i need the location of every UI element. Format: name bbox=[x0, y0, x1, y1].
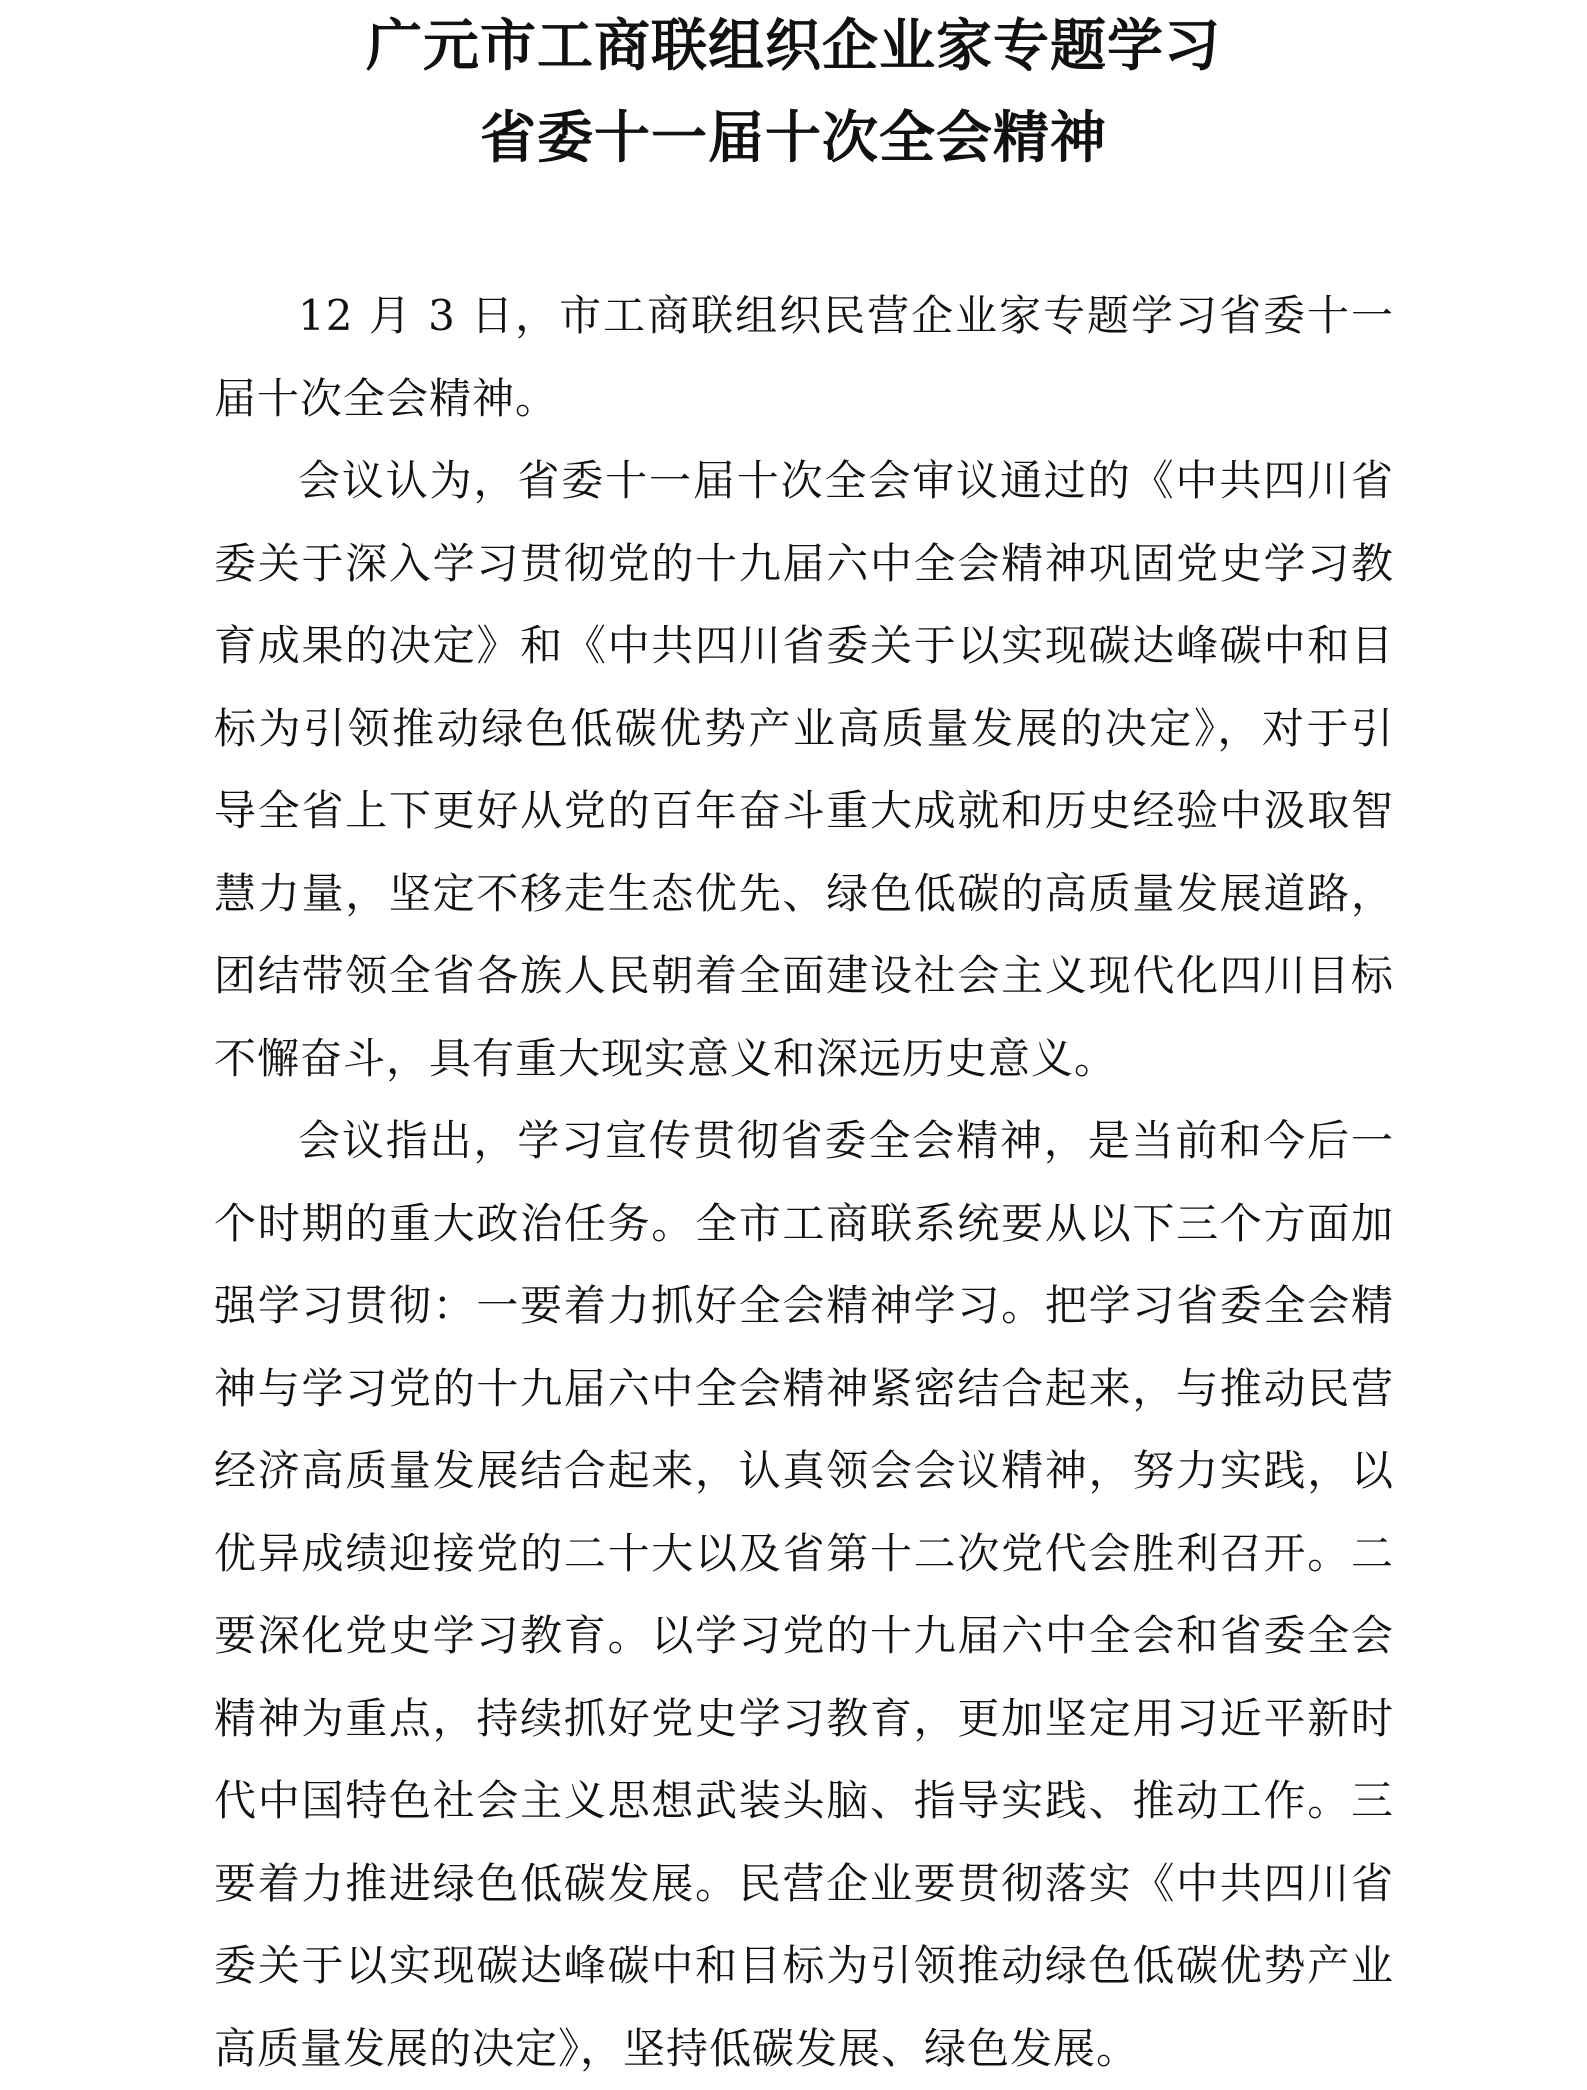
paragraph-meeting-opinion: 会议认为，省委十一届十次全会审议通过的《中共四川省委关于深入学习贯彻党的十九届六中全会精神巩固党史学习教育成果的决定》和《中共四川省委关于以实现碳达峰碳中和目标为引领推动绿色低碳优势产业高质量发展的决定》，对于引导全省上下更好从党的百年奋斗重大成就和历史经验中汲取智慧力量，坚定不移走生态优先、绿色低碳的高质量发展道路，团结带领全省各族人民朝着全面建设社会主义现代化四川目标不懈奋斗，具有重大现实意义和深远历史意义。 bbox=[214, 456, 1394, 1083]
paragraph-date-intro: 12 月 3 日，市工商联组织民营企业家专题学习省委十一届十次全会精神。 bbox=[214, 291, 1394, 423]
document-title-line-1: 广元市工商联组织企业家专题学习 bbox=[366, 13, 1221, 79]
document-body bbox=[214, 275, 1394, 2090]
document-title-line-2: 省委十一届十次全会精神 bbox=[480, 105, 1107, 171]
paragraph-meeting-direction: 会议指出，学习宣传贯彻省委全会精神，是当前和今后一个时期的重大政治任务。全市工商联系统要从以下三个方面加强学习贯彻：一要着力抓好全会精神学习。把学习省委全会精神与学习党的十九届六中全会精神紧密结合起来，与推动民营经济高质量发展结合起来，认真领会会议精神，努力实践，以优异成绩迎接党的二十大以及省第十二次党代会胜利召开。二要深化党史学习教育。以学习党的十九届六中全会和省委全会精神为重点，持续抓好党史学习教育，更加坚定用习近平新时代中国特色社会主义思想武装头脑、指导实践、推动工作。三要着力推进绿色低碳发展。民营企业要贯彻落实《中共四川省委关于以实现碳达峰碳中和目标为引领推动绿色低碳优势产业高质量发展的决定》，坚持低碳发展、绿色发展。 bbox=[214, 1116, 1394, 2073]
